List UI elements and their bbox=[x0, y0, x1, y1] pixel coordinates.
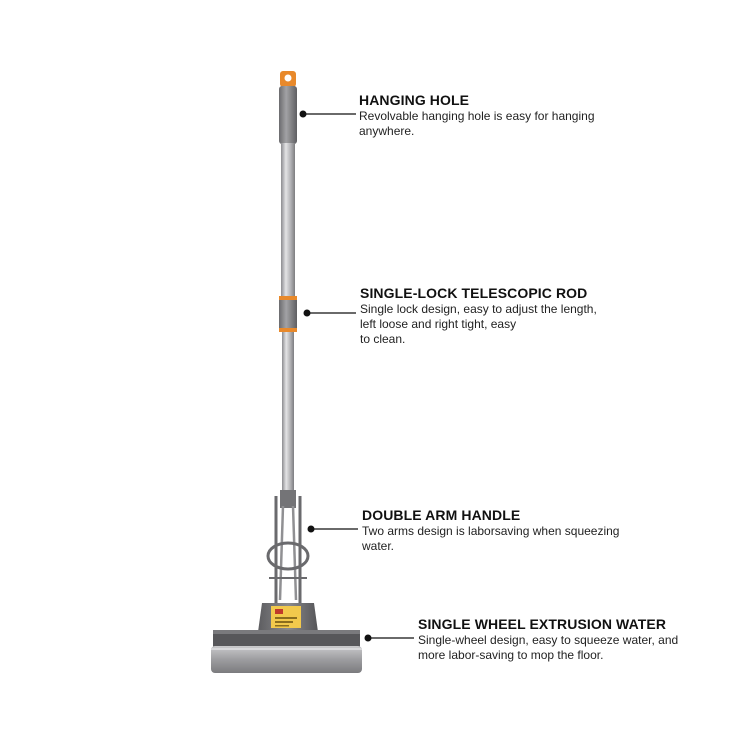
top-grip bbox=[279, 86, 297, 144]
feature-double-arm-handle bbox=[362, 507, 619, 554]
double-arm-handle bbox=[268, 490, 308, 608]
feature-title: HANGING HOLE bbox=[359, 92, 470, 108]
feature-description: Single lock design, easy to adjust the length, left loose and right tight, easy to clean. bbox=[360, 302, 597, 346]
callout-telescopic-rod bbox=[304, 310, 357, 317]
telescopic-lock bbox=[279, 296, 297, 332]
lower-rod bbox=[282, 332, 294, 492]
feature-title: SINGLE-LOCK TELESCOPIC ROD bbox=[360, 285, 588, 301]
callout-double-arm bbox=[308, 526, 359, 533]
sponge-head bbox=[211, 646, 362, 673]
mop-housing bbox=[258, 603, 318, 632]
feature-title: DOUBLE ARM HANDLE bbox=[362, 507, 521, 523]
callout-hanging-hole bbox=[300, 111, 357, 118]
feature-description: Revolvable hanging hole is easy for hanging anywhere. bbox=[359, 109, 595, 138]
hanging-hole-cap bbox=[280, 71, 296, 87]
feature-description: Two arms design is laborsaving when squeezing water. bbox=[362, 524, 620, 553]
feature-description: Single-wheel design, easy to squeeze water, and more labor-saving to mop the floor. bbox=[418, 633, 679, 662]
feature-single-wheel bbox=[418, 616, 678, 663]
callout-single-wheel bbox=[365, 635, 415, 642]
feature-hanging-hole bbox=[359, 92, 595, 139]
feature-title: SINGLE WHEEL EXTRUSION WATER bbox=[418, 616, 667, 632]
upper-rod bbox=[281, 143, 295, 297]
feature-telescopic-rod bbox=[360, 285, 597, 347]
